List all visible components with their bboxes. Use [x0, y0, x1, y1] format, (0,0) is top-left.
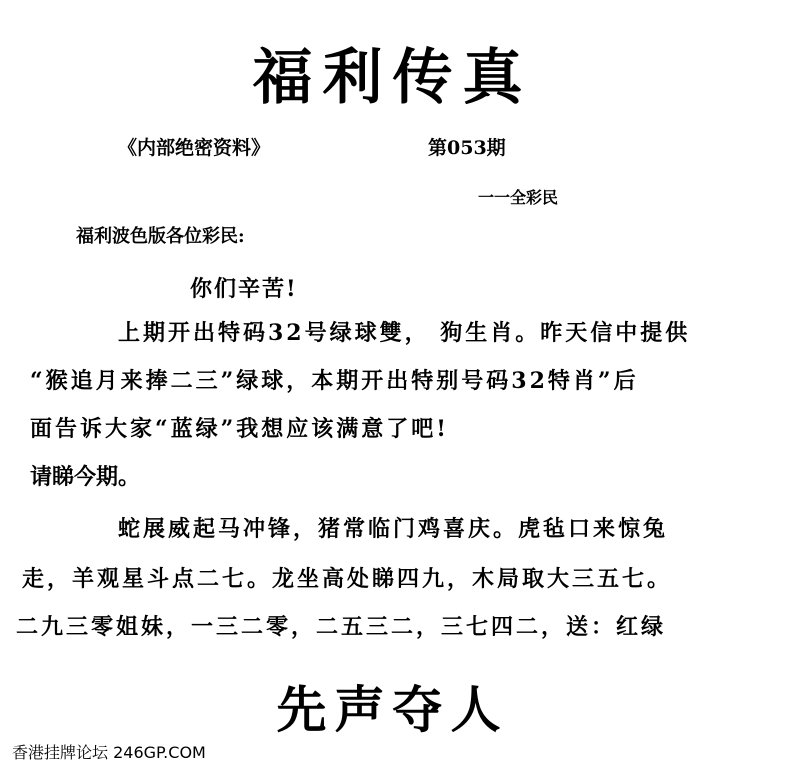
- letter-line: 走，羊观星斗点二七。龙坐高处睇四九，木局取大三五七。: [22, 566, 673, 592]
- letter-line: 二九三零姐妹，一三二零，二五三二，三七四二，送：红绿: [16, 614, 667, 640]
- letter-line: 面告诉大家“蓝绿”我想应该满意了吧!: [30, 416, 449, 442]
- letter-line: 上期开出特码32号绿球雙， 狗生肖。昨天信中提供: [118, 320, 691, 346]
- letter-thanks: 你们辛苦!: [190, 276, 298, 302]
- document-subtitle: 《内部绝密资料》: [118, 137, 271, 159]
- letter-greeting: 福利波色版各位彩民:: [76, 226, 245, 247]
- issue-number: 第053期: [428, 137, 506, 159]
- page-title: 福利传真: [252, 43, 533, 113]
- letter-line: “猴追月来捧二三”绿球，本期开出特别号码32特肖”后: [30, 368, 639, 394]
- author-signature: 一一全彩民: [478, 188, 559, 207]
- footer-title: 先声夺人: [276, 680, 509, 739]
- letter-line: 蛇展威起马冲锋，猪常临门鸡喜庆。虎毡口来惊兔: [118, 516, 669, 542]
- site-watermark: 香港挂牌论坛 246GP.COM: [12, 743, 206, 762]
- letter-line: 请睇今期。: [30, 464, 141, 490]
